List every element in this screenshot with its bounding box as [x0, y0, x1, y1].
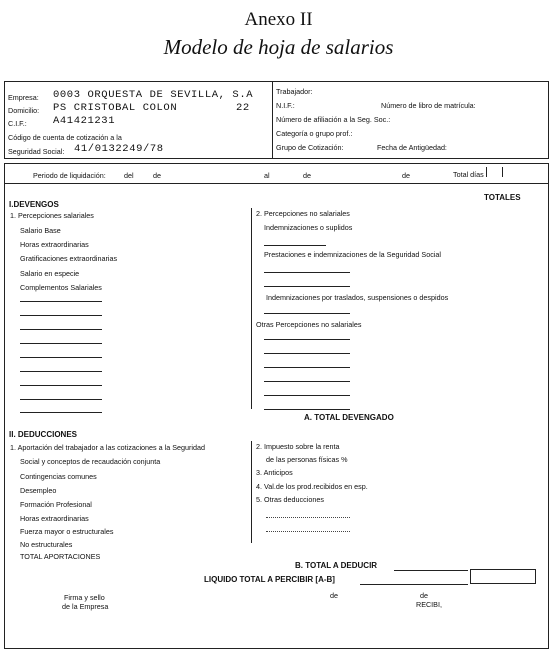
periodo-divider: [4, 183, 548, 184]
nif-label: N.I.F.:: [276, 101, 295, 110]
devengo-salario-especie: Salario en especie: [20, 269, 80, 278]
recibi-label: RECIBI,: [416, 600, 442, 609]
deduccion-contingencias: Contingencias comunes: [20, 472, 97, 481]
liquido-total-line: [360, 584, 468, 585]
complemento-line: [20, 371, 102, 372]
antiguedad-label: Fecha de Antigüedad:: [377, 143, 447, 152]
irpf-label-1: 2. Impuesto sobre la renta: [256, 442, 340, 451]
firma-sello-label: Firma y sello: [64, 593, 105, 602]
periodo-del: del: [124, 171, 134, 180]
cif-value: A41421231: [53, 115, 116, 127]
prestaciones-line: [264, 286, 350, 287]
traslados-label: Indemnizaciones por traslados, suspensiones o despidos: [266, 293, 449, 302]
matricula-label: Número de libro de matrícula:: [381, 101, 476, 110]
total-dias-box-right: [502, 167, 503, 177]
otras-percepciones-line: [264, 395, 350, 396]
otras-percepciones-line: [264, 381, 350, 382]
indemnizaciones-line: [264, 245, 326, 246]
devengo-gratificaciones: Gratificaciones extraordinarias: [20, 254, 118, 263]
seguridad-social-label: Seguridad Social:: [8, 147, 65, 156]
anticipos-label: 3. Anticipos: [256, 468, 293, 477]
periodo-al: al: [264, 171, 270, 180]
domicilio-value: PS CRISTOBAL COLON: [53, 102, 178, 114]
document-subtitle: Modelo de hoja de salarios: [163, 35, 394, 59]
deducciones-column-divider: [251, 441, 252, 543]
deduccion-formacion: Formación Profesional: [20, 500, 92, 509]
percepciones-salariales-label: 1. Percepciones salariales: [10, 211, 94, 220]
complemento-line: [20, 412, 102, 413]
devengos-heading: I.DEVENGOS: [9, 200, 59, 209]
complemento-line: [20, 343, 102, 344]
liquido-total-box[interactable]: [470, 569, 536, 584]
complemento-line: [20, 399, 102, 400]
grupo-cotizacion-label: Grupo de Cotización:: [276, 143, 344, 152]
otras-deducciones-line: [266, 531, 350, 532]
afiliacion-label: Número de afiliación a la Seg. Soc.:: [276, 115, 391, 124]
periodo-de-1: de: [153, 171, 161, 180]
otras-percepciones-line: [264, 367, 350, 368]
seguridad-social-value: 41/0132249/78: [74, 143, 164, 155]
periodo-de-2: de: [303, 171, 311, 180]
domicilio-number: 22: [236, 102, 250, 114]
domicilio-label: Domicilio:: [8, 106, 40, 115]
firma-empresa-label: de la Empresa: [62, 602, 109, 611]
otras-percepciones-line: [264, 409, 350, 410]
total-aportaciones-label: TOTAL APORTACIONES: [20, 552, 101, 561]
otras-deducciones-line: [266, 517, 350, 518]
complemento-line: [20, 315, 102, 316]
total-deducir-label: B. TOTAL A DEDUCIR: [295, 561, 378, 570]
no-salariales-label: 2. Percepciones no salariales: [256, 209, 350, 218]
complemento-line: [20, 301, 102, 302]
devengos-column-divider: [251, 208, 252, 409]
especie-label: 4. Val.de los prod.recibidos en esp.: [256, 482, 368, 491]
devengo-complementos: Complementos Salariales: [20, 283, 102, 292]
otras-percepciones-line: [264, 339, 350, 340]
categoria-label: Categoría o grupo prof.:: [276, 129, 353, 138]
empresa-label: Empresa:: [8, 93, 39, 102]
complemento-line: [20, 357, 102, 358]
otras-percepciones-line: [264, 353, 350, 354]
totales-heading: TOTALES: [484, 193, 521, 202]
devengo-horas-extra: Horas extraordinarias: [20, 240, 89, 249]
periodo-label: Periodo de liquidación:: [33, 171, 106, 180]
deduccion-no-estructurales: No estructurales: [20, 540, 73, 549]
complemento-line: [20, 329, 102, 330]
aportacion-label-2: Social y conceptos de recaudación conjunta: [20, 457, 161, 466]
periodo-de-3: de: [402, 171, 410, 180]
fecha-de-2: de: [420, 591, 428, 600]
total-dias-box[interactable]: [486, 167, 506, 177]
trabajador-label: Trabajador:: [276, 87, 313, 96]
company-worker-divider: [272, 81, 273, 158]
traslados-line: [264, 313, 350, 314]
total-deducir-line: [394, 570, 468, 571]
aportacion-label-1: 1. Aportación del trabajador a las cotizaciones a la Seguridad: [10, 443, 205, 452]
fecha-de-1: de: [330, 591, 338, 600]
deduccion-desempleo: Desempleo: [20, 486, 57, 495]
complemento-line: [20, 385, 102, 386]
deduccion-horas-extra: Horas extraordinarias: [20, 514, 89, 523]
liquido-total-label: LIQUIDO TOTAL A PERCIBIR [A-B]: [204, 575, 335, 584]
devengo-salario-base: Salario Base: [20, 226, 61, 235]
empresa-value: 0003 ORQUESTA DE SEVILLA, S.A: [53, 89, 254, 101]
total-dias-label: Total días: [453, 170, 484, 179]
indemnizaciones-label: Indemnizaciones o suplidos: [264, 223, 353, 232]
cif-label: C.I.F.:: [8, 119, 27, 128]
total-devengado-label: A. TOTAL DEVENGADO: [304, 413, 394, 422]
deduccion-fuerza-mayor: Fuerza mayor o estructurales: [20, 527, 114, 536]
document-title: Anexo II: [244, 9, 313, 30]
prestaciones-line: [264, 272, 350, 273]
otras-deducciones-label: 5. Otras deducciones: [256, 495, 324, 504]
irpf-label-2: de las personas físicas %: [266, 455, 348, 464]
codigo-cuenta-label: Código de cuenta de cotización a la: [8, 133, 122, 142]
prestaciones-label: Prestaciones e indemnizaciones de la Seguridad Social: [264, 250, 441, 259]
deducciones-heading: II. DEDUCCIONES: [9, 430, 78, 439]
otras-percepciones-label: Otras Percepciones no salariales: [256, 320, 362, 329]
